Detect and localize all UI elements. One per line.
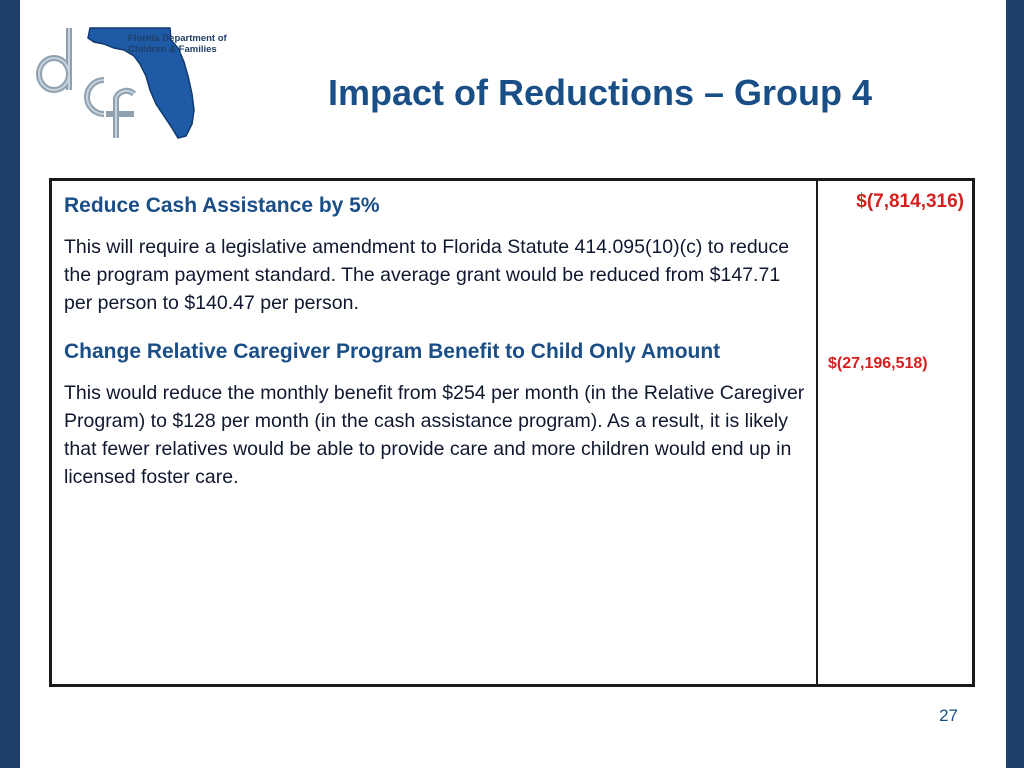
- slide: [20, 0, 1006, 768]
- logo-org-name: [128, 33, 227, 55]
- logo-org-line1: Florida Department of: [128, 33, 227, 44]
- item-heading: Change Relative Caregiver Program Benefit to Child Only Amount: [64, 340, 721, 363]
- item-amount: $(27,196,518): [828, 355, 928, 372]
- reduction-item: [64, 191, 806, 317]
- reduction-item: [64, 337, 806, 491]
- dcf-logo: [28, 14, 227, 142]
- item-description: This will require a legislative amendment to Florida Statute 414.095(10)(c) to reduce the program payment standard. The average grant would be reduced from $147.71 per person to $140.47 per person.: [64, 236, 790, 314]
- page-number: 27: [939, 706, 958, 725]
- description-column: [52, 181, 818, 684]
- logo-org-line2: Children & Families: [128, 44, 217, 55]
- item-description: This would reduce the monthly benefit from $254 per month (in the Relative Caregiver Program) to $128 per month (in the cash assistance program). As a result, it is likely that fewer relatives would be able to provide care and more children would end up in licensed foster care.: [64, 382, 805, 488]
- item-heading: Reduce Cash Assistance by 5%: [64, 194, 380, 217]
- slide-title: Impact of Reductions – Group 4: [327, 72, 873, 113]
- item-amount: $(7,814,316): [856, 191, 964, 212]
- amount-column: [818, 181, 972, 684]
- reductions-table: [49, 178, 975, 687]
